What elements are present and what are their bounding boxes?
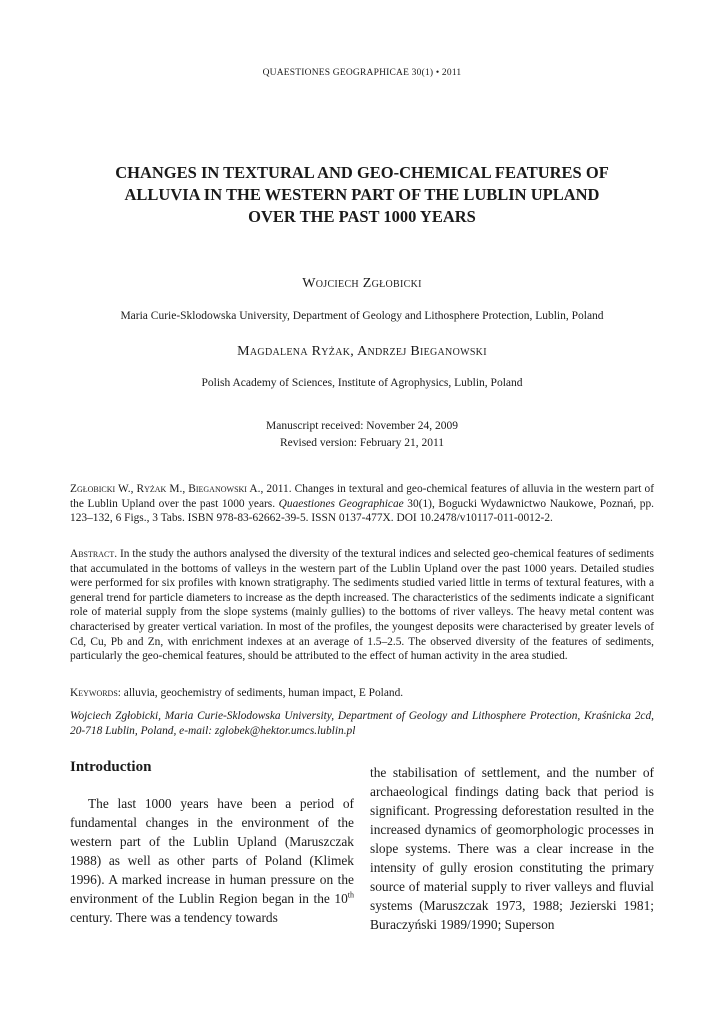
body-column-right: the stabilisation of settlement, and the number of archaeological findings dating back that period is significant. Progressing deforestation resulted in the increased dynamics of geomorphologic processes in slope systems. There was a clear increase in the intensity of gully erosion constituting the primary source of material supply to river valleys and fluvial systems (Maruszczak 1973, 1988; Jezierski 1981; Buraczyński 1989/1990; Superson [370,765,654,932]
received-date: Manuscript received: November 24, 2009 [266,420,458,432]
citation-authors: Zgłobicki W., Ryżak M., Bieganowski A., [70,483,264,495]
title-line: CHANGES IN TEXTURAL AND GEO-CHEMICAL FEATURES OF [115,163,609,182]
title-line: ALLUVIA IN THE WESTERN PART OF THE LUBLIN UPLAND [124,185,600,204]
title-line: OVER THE PAST 1000 YEARS [248,207,476,226]
correspondence: Wojciech Zgłobicki, Maria Curie-Sklodowska University, Department of Geology and Lithosphere Protection, Kraśnicka 2cd, 20-718 Lublin, Poland, e-mail: zglobek@hektor.umcs.lublin.pl [70,710,654,737]
keywords [70,686,654,701]
article-title [60,162,664,228]
author-affiliation: Polish Academy of Sciences, Institute of Agrophysics, Lublin, Poland [201,377,523,389]
citation-journal: Quaestiones Geographicae [278,497,404,510]
body-text: century. There was a tendency towards [70,910,278,925]
section-heading-introduction: Introduction [70,759,152,775]
revised-date: Revised version: February 21, 2011 [279,437,445,449]
abstract-label: Abstract. [70,548,118,560]
author-names: Magdalena Ryżak, Andrzej Bieganowski [237,344,487,359]
body-text: The last 1000 years have been a period of fundamental changes in the environment of the western part of the Lublin Upland (Maruszczak 1988) as well as other parts of Poland (Klimek 1996). A marked increase in human pressure on the environment of the Lublin Region began in the 10 [70,796,354,906]
keywords-text: alluvia, geochemistry of sediments, human impact, E Poland. [120,687,404,699]
body-column-left [70,794,354,927]
abstract-text: In the study the authors analysed the diversity of the textural indices and selected geo-chemical features of sediments that accumulated in the bottoms of valleys in the western part of the Lublin Upland over the past 1000 years. Detailed studies were performed for six profiles with known stratigraphy. The sediments studied varied little in terms of textural features, with a general trend for particle diameters to increase as the depth increased. The characteristics of the sediments indicate a significant role of material supply from the slope systems (mainly gullies) to the bottoms of river valleys. The heavy metal content was characterised by greater vertical variation. In most of the profiles, the youngest deposits were characterised by greater levels of Cd, Cu, Pb and Zn, with enrichment indexes at an average of 1.5–2.5. The observed diversity of the features of sediments, particularly the geo-chemical features, should be attributed to the effect of human activity in the area studied. [70,548,654,663]
citation-text: 2011. Changes in textural and geo-chemical features of alluvia in the western part of the Lublin Upland over the past 1000 years. [70,483,655,510]
citation-details: 30(1), Bogucki Wydawnictwo Naukowe, Poznań, pp. 123–132, 6 Figs., 3 Tabs. ISBN 978-83-62662-39-5. ISSN 0137-477X. DOI 10.2478/v10117-011-0012-2. [70,497,654,525]
citation [70,482,654,526]
author-affiliation: Maria Curie-Sklodowska University, Department of Geology and Lithosphere Protection, Lublin, Poland [120,310,604,322]
manuscript-dates [0,418,724,452]
abstract [70,547,654,664]
body-superscript: th [347,890,354,900]
journal-header: QUAESTIONES GEOGRAPHICAE 30(1) • 2011 [262,68,462,78]
keywords-label: Keywords: [70,687,121,699]
author-name: Wojciech Zgłobicki [302,276,422,291]
